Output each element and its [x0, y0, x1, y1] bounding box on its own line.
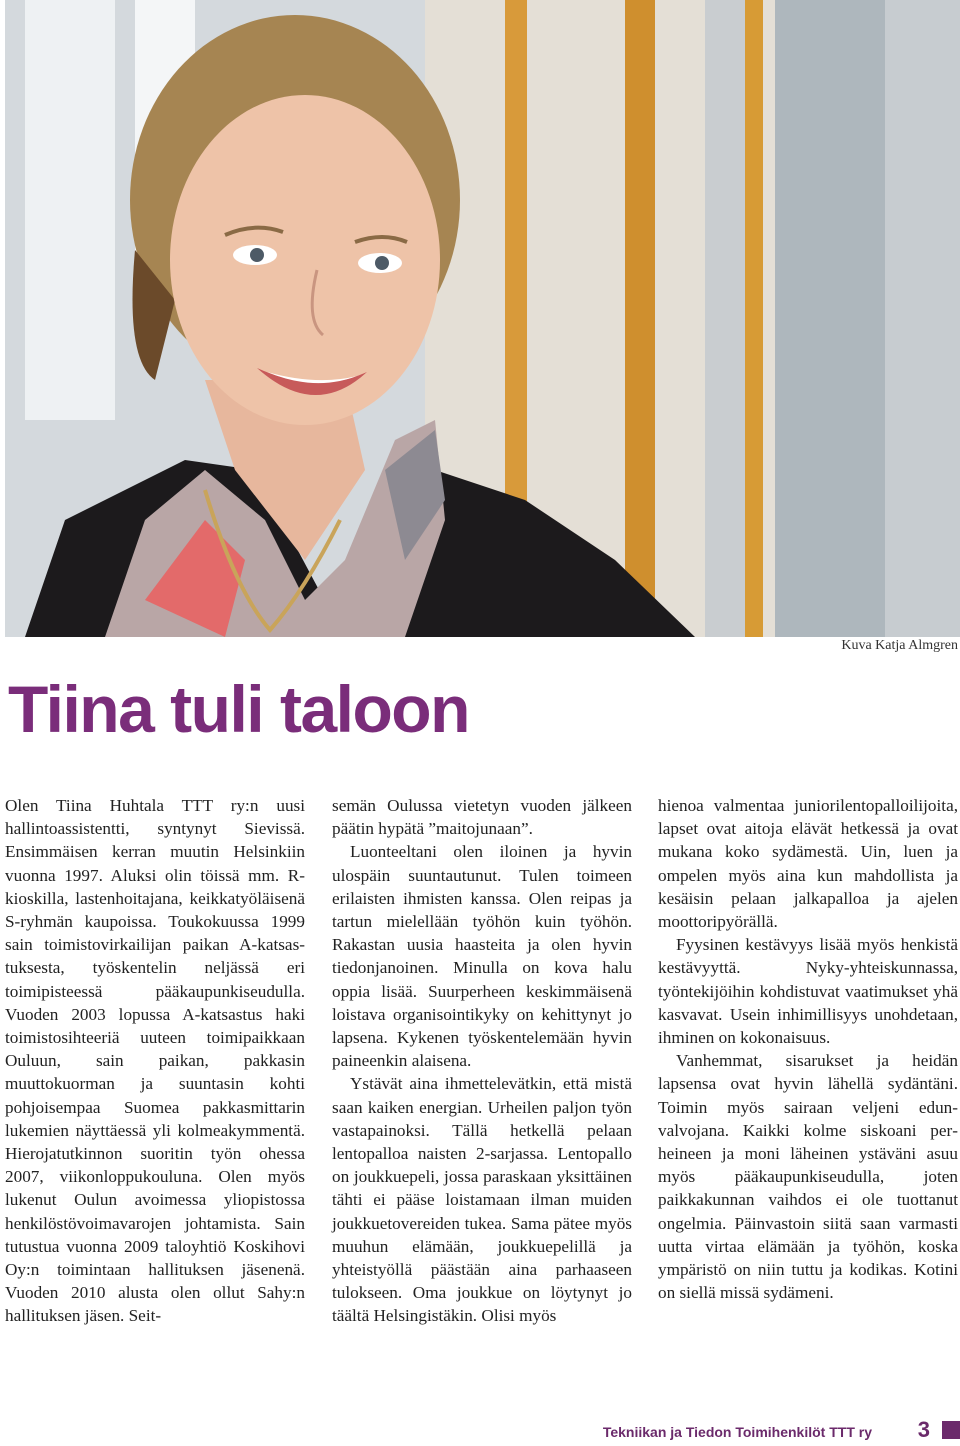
page-number: 3: [917, 1417, 930, 1442]
article-body: [5, 794, 960, 1394]
portrait-illustration: [5, 0, 960, 637]
paragraph: Luonteeltani olen iloinen ja hyvin ulospäin suuntautunut. Tulen toimeen erilaisten ihmisten kanssa. Olen reipas ja tartun mielellään työhön kuin työhön. Rakastan uusia haasteita ja olen hyvin tiedonjanoinen. Minulla on kova halu oppia lisää. Suurperheen keskimmäisenä loistava organisointikyky on kehittynyt jo lapsena. Kykenen työskentelemään hyvin paineenkin alaisena.: [332, 842, 632, 1071]
column-1: [5, 794, 305, 1328]
portrait-photo: [5, 0, 960, 637]
page-footer: [0, 1414, 960, 1446]
paragraph: hienoa valmentaa juniorilentopalloilijoita, lapset ovat aitoja elävät hetkessä ja ovat mukana koko sydämestä. Uin, luen ja ompelen myös aina kun mahdollista ja kesäisin pelaan jalkapalloa ja ajelen moottoripyörällä.: [658, 796, 958, 932]
page-marker-square: [942, 1421, 960, 1439]
paragraph: Vanhemmat, sisarukset ja heidän lapsensa ovat hyvin lähellä sydäntäni. Toimin myös sairaan veljeni edunvalvojana. Kaikki kolme siskoani perheineen ja moni läheinen ystäväni asuu myös pääkaupunkiseudulla, joten paikkakunnan vaihdos ei ole tuottanut ongelmia. Päinvastoin siitä saan varmasti uutta virtaa elämään ja työhön, koska ympäristö on niin tuttu ja kodikas. Kotini on siellä missä sydämeni.: [658, 1051, 958, 1303]
paragraph: semän Oulussa vietetyn vuoden jälkeen päätin hypätä ”maitojunaan”.: [332, 796, 632, 839]
column-3: [658, 794, 958, 1304]
paragraph: Fyysinen kestävyys lisää myös henkistä kestävyyttä. Nyky-yhteiskunnassa, työntekijöihin kohdistuvat vaatimukset yhä kasvavat. Usein inhimillisyys unohdetaan, ihminen on kokonaisuus.: [658, 935, 958, 1048]
paragraph: Ystävät aina ihmettelevätkin, että mistä saan kaiken energian. Urheilen paljon työn vastapainoksi. Tällä hetkellä pelaan lentopalloa naisten 2-sarjassa. Lentopallo on joukkuepeli, jossa paraskaan yksittäinen tähti ei pääse loistamaan ilman muiden joukkuetovereiden tukea. Sama pätee myös muuhun elämään, joukkuepelillä ja yhteistyöllä päästään aina parhaaseen tulokseen. Oma joukkue on löytynyt jo täältä Helsingistäkin. Olisi myös: [332, 1074, 632, 1326]
publication-name: Tekniikan ja Tiedon Toimihenkilöt TTT ry: [602, 1424, 872, 1440]
paragraph: Olen Tiina Huhtala TTT ry:n uusi hallintoassistentti, syntynyt Sievissä. Ensimmäisen kerran muutin Helsinkiin vuonna 1997. Aluksi olin töissä mm. R-kioskilla, lastenhoitajana, keikkatyöläisenä S-ryhmän kaupoissa. Toukokuussa 1999 sain toimistovirkailijan paikan A-katsastuksesta, työskentelin neljässä eri toimipisteessä pääkaupunkiseudulla. Vuoden 2003 lopussa A-katsastus haki toimistosihteeriä uuteen toimipaikkaan Ouluun, sain paikan, pakkasin muuttokuorman ja suuntasin kohti pohjoisempaa Suomea pakkasmittarin lukemien näyttäessä yli kolmeakymmentä. Hierojatutkinnon suoritin työn ohessa 2007, viikonloppukouluna. Olen myös lukenut Oulun avoimessa yliopistossa henkilöstövoimavarojen johtamista. Sain tutustua vuonna 2009 taloyhtiö Koskihovi Oy:n toimintaan hallituksen jäsenenä. Vuoden 2010 alusta olen ollut Sahy:n hallituksen jäsen. Seit-: [5, 796, 305, 1326]
article-title: Tiina tuli taloon: [8, 672, 469, 746]
column-2: [332, 794, 632, 1328]
photo-credit: Kuva Katja Almgren: [841, 638, 958, 653]
